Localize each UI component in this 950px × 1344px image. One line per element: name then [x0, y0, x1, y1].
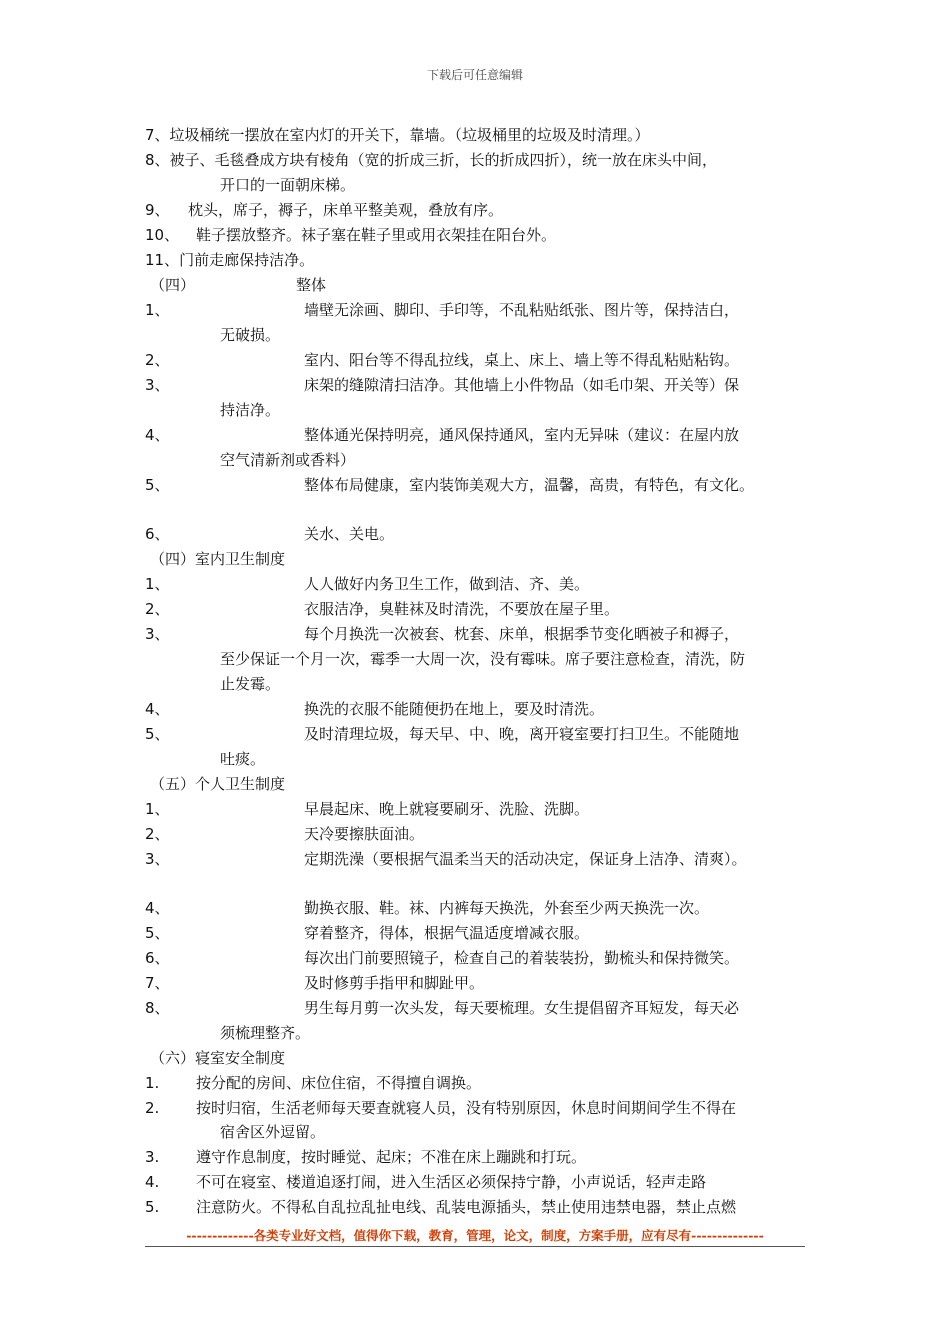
- line-text: 室内、阳台等不得乱拉线，桌上、床上、墙上等不得乱粘贴粘钩。: [304, 351, 740, 369]
- list-item: [220, 175, 355, 195]
- section-title: （六）寝室安全制度: [150, 1049, 286, 1067]
- list-item: [145, 125, 650, 145]
- line-text: 无破损。: [220, 326, 281, 344]
- line-text: 男生每月剪一次头发，每天要梳理。女生提倡留齐耳短发，每天必: [304, 999, 740, 1017]
- page-header: 下载后可任意编辑: [426, 68, 523, 82]
- line-text: 至少保证一个月一次，霉季一大周一次，没有霉味。席子要注意检查，清洗，防: [220, 650, 746, 668]
- item-number: 9、: [145, 201, 170, 219]
- item-number: 2、: [145, 600, 170, 618]
- item-number: 6、: [145, 949, 170, 967]
- item-number: 1、: [145, 575, 170, 593]
- item-number: 8、: [145, 999, 170, 1017]
- list-item: [220, 400, 280, 420]
- item-number: 5.: [145, 1198, 160, 1216]
- list-item: [220, 1122, 325, 1142]
- item-number: 6、: [145, 525, 170, 543]
- item-number: 3、: [145, 376, 170, 394]
- line-text: 7、垃圾桶统一摆放在室内灯的开关下，靠墙。（垃圾桶里的垃圾及时清理。）: [145, 126, 650, 144]
- item-number: 10、: [145, 226, 180, 244]
- line-text: 按时归宿，生活老师每天要查就寝人员，没有特别原因，休息时间期间学生不得在: [196, 1099, 737, 1117]
- item-number: 1、: [145, 800, 170, 818]
- footer-divider: [145, 1246, 805, 1247]
- line-text: 吐痰。: [220, 750, 266, 768]
- list-item: [220, 649, 745, 669]
- line-text: 鞋子摆放整齐。袜子塞在鞋子里或用衣架挂在阳台外。: [196, 226, 557, 244]
- line-text: 衣服洁净，臭鞋袜及时清洗，不要放在屋子里。: [304, 600, 620, 618]
- line-text: 持洁净。: [220, 401, 281, 419]
- item-number: 4、: [145, 700, 170, 718]
- line-text: 换洗的衣服不能随便扔在地上，要及时清洗。: [304, 700, 605, 718]
- item-number: 4.: [145, 1173, 160, 1191]
- line-text: 11、门前走廊保持洁净。: [145, 251, 315, 269]
- section-heading: [150, 549, 285, 569]
- item-number: 5、: [145, 476, 170, 494]
- line-text: 整体通光保持明亮，通风保持通风，室内无异味（建议：在屋内放: [304, 426, 740, 444]
- item-number: 3、: [145, 850, 170, 868]
- item-number: 3.: [145, 1148, 160, 1166]
- list-item: [220, 325, 280, 345]
- line-text: 遵守作息制度，按时睡觉、起床；不准在床上蹦跳和打玩。: [196, 1148, 587, 1166]
- line-text: 关水、关电。: [304, 525, 395, 543]
- line-text: 每次出门前要照镜子，检查自己的着装装扮，勤梳头和保持微笑。: [304, 949, 740, 967]
- line-text: 天冷要擦肤面油。: [304, 825, 425, 843]
- item-number: 2.: [145, 1099, 160, 1117]
- line-text: 注意防火。不得私自乱拉乱扯电线、乱装电源插头，禁止使用违禁电器，禁止点燃: [196, 1198, 737, 1216]
- item-number: 4、: [145, 426, 170, 444]
- section-heading: [150, 1048, 285, 1068]
- line-text: 穿着整齐，得体，根据气温适度增减衣服。: [304, 924, 590, 942]
- line-text: 宿舍区外逗留。: [220, 1123, 326, 1141]
- line-text: 及时清理垃圾，每天早、中、晚，离开寝室要打扫卫生。不能随地: [304, 725, 740, 743]
- item-number: 4、: [145, 899, 170, 917]
- list-item: [220, 1023, 310, 1043]
- line-text: 定期洗澡（要根据气温柔当天的活动决定，保证身上洁净、清爽）。: [304, 850, 747, 868]
- line-text: 墙壁无涂画、脚印、手印等，不乱粘贴纸张、图片等，保持洁白，: [304, 301, 740, 319]
- line-text: 及时修剪手指甲和脚趾甲。: [304, 974, 485, 992]
- item-number: 7、: [145, 974, 170, 992]
- item-number: 1、: [145, 301, 170, 319]
- line-text: 人人做好内务卫生工作，做到洁、齐、美。: [304, 575, 590, 593]
- section-title: 整体: [296, 276, 327, 294]
- item-number: 2、: [145, 351, 170, 369]
- item-number: 5、: [145, 725, 170, 743]
- line-text: 每个月换洗一次被套、枕套、床单，根据季节变化晒被子和褥子，: [304, 625, 740, 643]
- line-text: 空气清新剂或香料）: [220, 451, 356, 469]
- list-item: [145, 150, 717, 170]
- line-text: 不可在寝室、楼道追逐打闹，进入生活区必须保持宁静，小声说话，轻声走路: [196, 1173, 707, 1191]
- line-text: 枕头，席子，褥子，床单平整美观，叠放有序。: [188, 201, 504, 219]
- list-item: [145, 250, 314, 270]
- line-text: 勤换衣服、鞋。袜、内裤每天换洗，外套至少两天换洗一次。: [304, 899, 710, 917]
- section-title: （五）个人卫生制度: [150, 775, 286, 793]
- list-item: [220, 450, 355, 470]
- line-text: 整体布局健康，室内装饰美观大方，温馨，高贵，有特色，有文化。: [304, 476, 755, 494]
- line-text: 早晨起床、晚上就寝要刷牙、洗脸、洗脚。: [304, 800, 590, 818]
- page-footer: -------------各类专业好文档，值得你下载，教育，管理，论文，制度，方案手册，应有尽有--------------: [186, 1228, 764, 1243]
- line-text: 须梳理整齐。: [220, 1024, 311, 1042]
- line-text: 止发霉。: [220, 675, 281, 693]
- list-item: [220, 749, 265, 769]
- line-text: 按分配的房间、床位住宿，不得擅自调换。: [196, 1074, 482, 1092]
- section-title: （四）室内卫生制度: [150, 550, 286, 568]
- line-text: 8、被子、毛毯叠成方块有棱角（宽的折成三折，长的折成四折），统一放在床头中间，: [145, 151, 718, 169]
- item-number: 1.: [145, 1074, 160, 1092]
- line-text: 床架的缝隙清扫洁净。其他墙上小件物品（如毛巾架、开关等）保: [304, 376, 740, 394]
- section-heading: [150, 774, 285, 794]
- list-item: [220, 674, 280, 694]
- item-number: 5、: [145, 924, 170, 942]
- item-number: 2、: [145, 825, 170, 843]
- section-number: （四）: [150, 276, 196, 294]
- line-text: 开口的一面朝床梯。: [220, 176, 356, 194]
- item-number: 3、: [145, 625, 170, 643]
